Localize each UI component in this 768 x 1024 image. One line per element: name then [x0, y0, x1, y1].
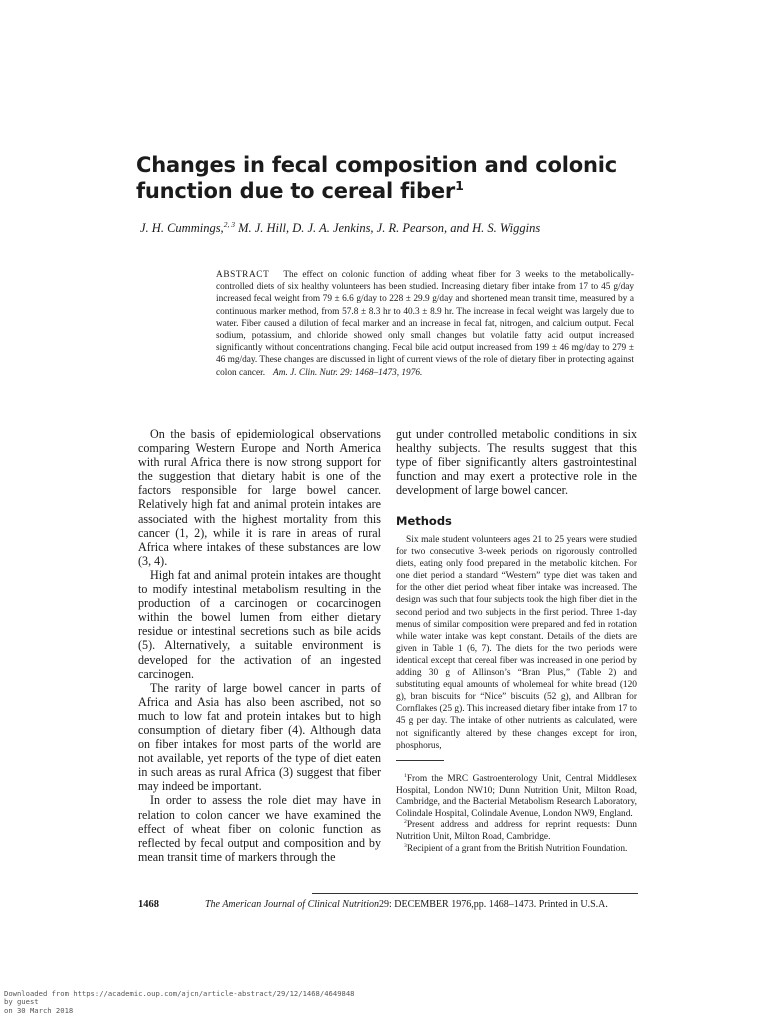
footnote-3-text: Recipient of a grant from the British Nutrition Foundation.: [406, 843, 628, 854]
footnote-2: [396, 820, 637, 843]
article-title: [136, 152, 656, 204]
author-list: [140, 221, 660, 236]
journal-issue-info: 29: DECEMBER 1976,pp. 1468–1473. Printed in U.S.A.: [378, 899, 608, 910]
body-column-right-continuation: [396, 427, 637, 497]
abstract-citation: Am. J. Clin. Nutr. 29: 1468–1473, 1976.: [273, 367, 423, 378]
first-author-footnote-marks: 2, 3: [223, 219, 235, 229]
title-line-2-text: function due to cereal fiber: [136, 179, 456, 203]
other-authors: M. J. Hill, D. J. A. Jenkins, J. R. Pearson, and H. S. Wiggins: [238, 221, 541, 235]
footnote-2-text: Present address and address for reprint requests: Dunn Nutrition Unit, Milton Road, Cambridge.: [396, 820, 637, 842]
intro-paragraph-4: In order to assess the role diet may have in relation to colon cancer we have examined the effect of wheat fiber on colonic function as reflected by fecal output and composition and by mean transit time of markers through the: [138, 793, 381, 864]
abstract: [216, 269, 634, 379]
journal-name: The American Journal of Clinical Nutrition: [205, 899, 379, 910]
footnote-3-mark: 3: [404, 842, 407, 849]
intro-paragraph-2: High fat and animal protein intakes are thought to modify intestinal metabolism resulting in the production of a carcinogen or cocarcinogen within the bowel lumen from either dietary residue or intestinal secretions such as bile acids (5). Alternatively, a suitable environment is developed for the activation of an ingested carcinogen.: [138, 567, 381, 681]
footnote-divider: [396, 760, 444, 761]
title-footnote-mark: 1: [455, 178, 464, 193]
methods-paragraph: Six male student volunteers ages 21 to 25 years were studied for two consecutive 3-week periods on rigorously controlled diets, eating only food prepared in the metabolic kitchen. For one diet period a standard “Western” type diet was taken and for the other diet period wheat fiber intake was increased. The design was such that four subjects took the high fiber diet in the second period and two subjects in the first period. Three 1-day menus of similar composition were prepared and fed in rotation while water intake was kept constant. Details of the diets are given in Table 1 (6, 7). The diets for the two periods were identical except that cereal fiber was increased in one period by adding 30 g of Allinson’s “Bran Plus,” (Table 2) and substituting equal amounts of wholemeal for white bread (120 g), bran biscuits for “Nice” biscuits (52 g), and Allbran for Cornflakes (25 g). This increased dietary fiber intake from 17 to 45 g per day. The intake of other nutrients as calculated, were not significantly altered by these changes except for iron, phosphorus,: [396, 535, 637, 751]
footnote-1: [396, 774, 637, 820]
intro-paragraph-1: On the basis of epidemiological observations comparing Western Europe and North America with rural Africa there is now strong support for the suggestion that dietary habit is one of the factors responsible for large bowel cancer. Relatively high fat and animal protein intakes are associated with the highest mortality from this cancer (1, 2), while it is rare in areas of rural Africa where intakes of these substances are low (3, 4).: [138, 427, 381, 568]
methods-section: [396, 534, 637, 752]
footer-divider: [312, 893, 638, 894]
body-column-left: [138, 427, 381, 864]
footnotes: [396, 774, 637, 855]
intro-paragraph-3: The rarity of large bowel cancer in parts of Africa and Asia has also been ascribed, not so much to low fat and protein intakes but to high consumption of dietary fiber (4). Although data on fiber intakes for most parts of the world are not available, yet reports of the type of diet eaten in such areas as rural Africa (3) suggest that fiber may indeed be important.: [138, 680, 381, 794]
abstract-label: ABSTRACT: [216, 270, 270, 280]
footnote-2-mark: 2: [404, 819, 407, 826]
footnote-1-text: From the MRC Gastroenterology Unit, Central Middlesex Hospital, London NW10; Dunn Nutrition Unit, Milton Road, Cambridge, and the Bacterial Metabolism Research Laboratory, Colindale Hospital, Colindale Avenue, London NW9, England.: [396, 774, 637, 819]
download-url-line: Downloaded from https://academic.oup.com/ajcn/article-abstract/29/12/1468/4649848: [4, 989, 355, 998]
methods-heading: Methods: [396, 514, 452, 528]
download-guest-line: by guest: [4, 997, 39, 1007]
download-watermark: [4, 990, 384, 1015]
page-number: 1468: [138, 899, 159, 910]
footnote-1-mark: 1: [404, 772, 407, 779]
intro-paragraph-4-continued: gut under controlled metabolic conditions in six healthy subjects. The results suggest that this type of fiber significantly alters gastrointestinal function and may exert a protective role in the development of large bowel cancer.: [396, 427, 637, 498]
journal-footer: [205, 899, 608, 910]
footnote-3: [396, 844, 637, 856]
title-line-2: [136, 178, 656, 204]
download-date-line: on 30 March 2018: [4, 1005, 74, 1015]
abstract-text: The effect on colonic function of adding wheat fiber for 3 weeks to the metabolically-controlled diets of six healthy volunteers has been studied. Increasing dietary fiber intake from 17 to 45 g/day increased fecal weight from 79 ± 6.6 g/day to 228 ± 29.9 g/day and shortened mean transit time, measured by a continuous marker method, from 57.8 ± 8.3 hr to 40.3 ± 8.9 hr. The increase in fecal weight was largely due to water. Fiber caused a dilution of fecal marker and an increase in fecal fat, nitrogen, and calcium output. Fecal sodium, potassium, and chloride showed only small changes but volatile fatty acid output increased significantly without concentrations changing. Fecal bile acid output increased from 199 ± 46 mg/day to 279 ± 46 mg/day. These changes are discussed in light of current views of the role of dietary fiber in protecting against colon cancer.: [216, 270, 634, 378]
first-author: J. H. Cummings,: [140, 221, 224, 235]
title-line-1: Changes in fecal composition and colonic: [136, 153, 617, 177]
